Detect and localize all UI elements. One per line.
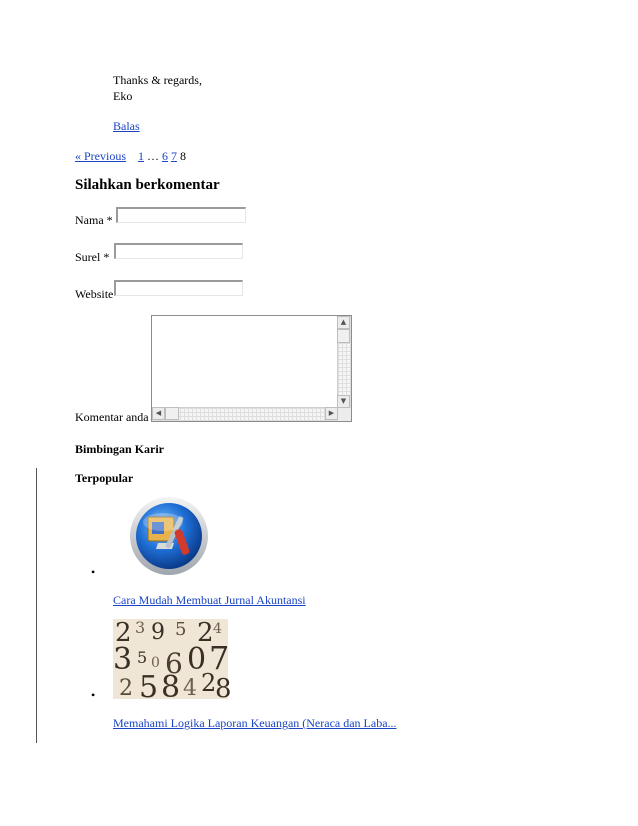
- comment-author: Eko: [113, 89, 133, 103]
- svg-text:9: 9: [151, 620, 165, 645]
- popular-heading: Terpopular: [75, 471, 134, 485]
- current-page: 8: [180, 149, 186, 163]
- page-link-7[interactable]: 7: [171, 149, 177, 163]
- list-bullet: •: [91, 565, 96, 579]
- scroll-left-arrow-icon[interactable]: ◀: [152, 407, 165, 420]
- svg-text:3: 3: [135, 618, 146, 637]
- left-divider: [36, 468, 37, 743]
- accounting-tools-icon[interactable]: [128, 495, 210, 577]
- comment-textarea[interactable]: [151, 315, 352, 422]
- pagination: [75, 149, 186, 164]
- numbers-collage-image[interactable]: [113, 618, 232, 705]
- list-bullet: •: [91, 688, 96, 702]
- website-label: Website: [75, 287, 114, 301]
- scroll-right-arrow-icon[interactable]: ▶: [325, 407, 338, 420]
- scroll-up-arrow-icon[interactable]: ▲: [337, 316, 350, 329]
- svg-text:0: 0: [187, 642, 207, 677]
- scroll-h-thumb[interactable]: [165, 407, 179, 420]
- career-heading: Bimbingan Karir: [75, 442, 165, 456]
- pagination-ellipsis: …: [147, 149, 159, 163]
- email-field[interactable]: [114, 243, 243, 259]
- svg-text:2: 2: [119, 676, 133, 701]
- svg-text:5: 5: [175, 619, 187, 640]
- popular-post-link[interactable]: Memahami Logika Laporan Keuangan (Neraca dan Laba...: [113, 716, 397, 730]
- svg-text:7: 7: [209, 639, 230, 677]
- email-label: Surel *: [75, 250, 110, 264]
- svg-text:6: 6: [165, 647, 183, 680]
- name-field[interactable]: [116, 207, 246, 223]
- website-field[interactable]: [114, 280, 243, 296]
- textarea-horizontal-scrollbar[interactable]: [152, 407, 338, 421]
- comment-form-heading: Silahkan berkomentar: [75, 177, 220, 193]
- svg-text:2: 2: [201, 669, 217, 697]
- scroll-thumb[interactable]: [337, 329, 350, 343]
- svg-text:2: 2: [115, 618, 132, 648]
- previous-page-link[interactable]: « Previous: [75, 149, 126, 163]
- name-label: Nama *: [75, 213, 113, 227]
- page-link-1[interactable]: 1: [138, 149, 144, 163]
- page-link-6[interactable]: 6: [162, 149, 168, 163]
- svg-text:3: 3: [113, 642, 133, 677]
- svg-text:8: 8: [215, 674, 232, 704]
- svg-text:0: 0: [151, 655, 160, 671]
- svg-text:5: 5: [139, 670, 159, 705]
- svg-text:2: 2: [197, 618, 214, 648]
- textarea-vertical-scrollbar[interactable]: [337, 316, 351, 408]
- popular-post-link[interactable]: Cara Mudah Membuat Jurnal Akuntansi: [113, 593, 306, 607]
- svg-text:8: 8: [161, 670, 181, 705]
- scroll-down-arrow-icon[interactable]: ▼: [337, 395, 350, 408]
- svg-text:4: 4: [213, 621, 222, 637]
- svg-text:5: 5: [137, 648, 148, 667]
- svg-text:4: 4: [183, 676, 197, 701]
- textarea-resize-corner: [338, 408, 351, 421]
- reply-link[interactable]: Balas: [113, 119, 140, 133]
- comment-closing: Thanks & regards,: [113, 73, 202, 87]
- comment-label: Komentar anda: [75, 410, 149, 424]
